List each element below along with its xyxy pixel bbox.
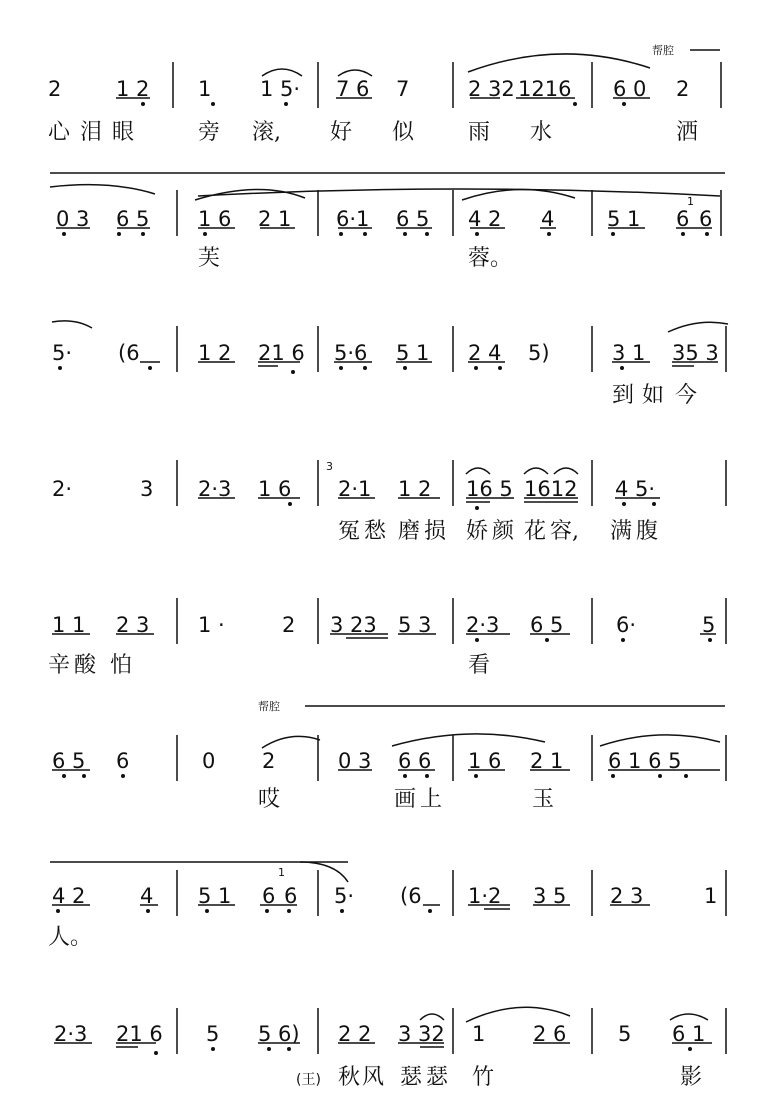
lyric: 洒 bbox=[676, 120, 699, 145]
note-token: 3 bbox=[140, 477, 154, 501]
slur bbox=[468, 54, 650, 72]
slur bbox=[300, 862, 348, 882]
note-token: 6 1 bbox=[672, 1022, 706, 1046]
note-token: 35 3 bbox=[672, 341, 719, 365]
lyric: 眼 bbox=[112, 120, 135, 145]
note-token: 3 5 bbox=[533, 884, 567, 908]
note-token: 2 3 bbox=[610, 884, 644, 908]
slur bbox=[392, 734, 545, 746]
note-token: 0 3 bbox=[338, 749, 372, 773]
note-token: 5·6 bbox=[334, 341, 368, 365]
note-token: (6 bbox=[400, 884, 422, 908]
slur bbox=[554, 468, 578, 474]
lyric: 画 bbox=[394, 787, 417, 812]
lyric: 腹 bbox=[636, 519, 659, 544]
note-token: 2 6 bbox=[533, 1022, 567, 1046]
note-token: 1 bbox=[198, 77, 212, 101]
lyric: 水 bbox=[530, 120, 553, 145]
note-token: 1 bbox=[704, 884, 718, 908]
grace-note: 1 bbox=[278, 866, 285, 879]
lyric: 人。 bbox=[48, 925, 93, 950]
note-token: 1 2 bbox=[198, 341, 232, 365]
lyric: 愁 bbox=[364, 519, 387, 544]
lyric: 如 bbox=[642, 383, 665, 408]
lyric: 竹 bbox=[472, 1065, 495, 1090]
lyric: 芙 bbox=[198, 246, 221, 271]
lyric: 看 bbox=[468, 653, 491, 678]
note-token: 6 5 bbox=[396, 207, 430, 231]
lyric: 秋 bbox=[338, 1065, 361, 1090]
lyric: 满 bbox=[610, 519, 633, 544]
note-token: 1 6 bbox=[198, 207, 232, 231]
note-token: 1 1 bbox=[52, 613, 86, 637]
note-token: 6·1 bbox=[336, 207, 370, 231]
note-token: 6 bbox=[116, 749, 130, 773]
bangqiang-annotation: 帮腔 bbox=[652, 44, 674, 57]
note-token: 2·3 bbox=[54, 1022, 88, 1046]
note-token: 1 6 bbox=[258, 477, 292, 501]
lyric: 蓉。 bbox=[468, 246, 513, 271]
note-token: 6 1 6 5 bbox=[608, 749, 682, 773]
note-token: 1 2 bbox=[116, 77, 150, 101]
singer-label: (王) bbox=[296, 1072, 321, 1088]
note-token: 6 0 bbox=[613, 77, 647, 101]
lyric: 怕 bbox=[110, 653, 133, 678]
slur bbox=[262, 69, 302, 76]
lyric: 好 bbox=[330, 120, 353, 145]
note-token: (6 bbox=[118, 341, 140, 365]
note-token: 6 6 bbox=[398, 749, 432, 773]
slur bbox=[670, 1014, 708, 1020]
lyric: 泪 bbox=[80, 120, 103, 145]
slur bbox=[52, 321, 92, 328]
lyric: 磨 bbox=[398, 519, 421, 544]
slur bbox=[466, 468, 490, 474]
note-token: 2 32 bbox=[468, 77, 515, 101]
note-token: 6 bbox=[676, 207, 690, 231]
slur bbox=[524, 468, 548, 474]
note-token: 3 1 bbox=[612, 341, 646, 365]
note-token: 21 6 bbox=[116, 1022, 163, 1046]
note-token: 1 bbox=[472, 1022, 486, 1046]
note-token: 1 2 bbox=[398, 477, 432, 501]
note-token: 3 32 bbox=[398, 1022, 445, 1046]
lyric: 今 bbox=[675, 383, 698, 408]
note-token: 2 1 bbox=[258, 207, 292, 231]
slur bbox=[600, 735, 720, 746]
lyric: 玉 bbox=[532, 787, 555, 812]
slur bbox=[338, 70, 372, 76]
slur bbox=[668, 322, 728, 332]
note-token: 2· bbox=[52, 477, 73, 501]
lyric: 风 bbox=[362, 1065, 385, 1090]
note-token: 2·3 bbox=[198, 477, 232, 501]
note-token: 5· bbox=[334, 884, 355, 908]
note-token: 6 bbox=[284, 884, 298, 908]
lyric: 娇 bbox=[466, 519, 489, 544]
note-token: 1·2 bbox=[468, 884, 502, 908]
note-token: 6· bbox=[616, 613, 637, 637]
slur bbox=[466, 1007, 570, 1022]
note-token: 4 2 bbox=[52, 884, 86, 908]
lyric: 到 bbox=[612, 383, 635, 408]
note-token: 2 bbox=[48, 77, 62, 101]
note-token: 2·3 bbox=[466, 613, 500, 637]
note-token: 0 bbox=[202, 749, 216, 773]
note-token: 5 1 bbox=[198, 884, 232, 908]
note-token: 6 5 bbox=[52, 749, 86, 773]
slur bbox=[420, 1014, 444, 1020]
note-token: 5 3 bbox=[398, 613, 432, 637]
note-token: 7 bbox=[396, 77, 410, 101]
lyric: 冤 bbox=[338, 519, 361, 544]
note-token: 5 1 bbox=[607, 207, 641, 231]
note-token: 4 bbox=[140, 884, 154, 908]
note-token: 2 4 bbox=[468, 341, 502, 365]
lyric: 心 bbox=[48, 120, 71, 145]
note-token: 21 6 bbox=[258, 341, 305, 365]
note-token: 6 bbox=[699, 207, 713, 231]
lyric: 雨 bbox=[468, 120, 491, 145]
lyric: 瑟 bbox=[426, 1065, 449, 1090]
lyric: 酸 bbox=[74, 653, 97, 678]
note-token: 2 bbox=[676, 77, 690, 101]
lyric: 颜 bbox=[492, 519, 515, 544]
slur bbox=[50, 185, 155, 194]
note-token: 1216 bbox=[518, 77, 572, 101]
note-token: 6 5 bbox=[530, 613, 564, 637]
note-token: 4 bbox=[541, 207, 555, 231]
note-token: 2·1 bbox=[338, 477, 372, 501]
note-token: 2 3 bbox=[116, 613, 150, 637]
grace-note: 1 bbox=[687, 195, 694, 208]
note-token: 7 6 bbox=[336, 77, 370, 101]
lyric: 哎 bbox=[258, 787, 281, 812]
note-token: 0 3 bbox=[56, 207, 90, 231]
note-token: 1 · bbox=[198, 613, 225, 637]
note-token: 2 bbox=[262, 749, 276, 773]
note-token: 5 bbox=[206, 1022, 220, 1046]
lyric: 似 bbox=[392, 120, 415, 145]
note-token: 2 2 bbox=[338, 1022, 372, 1046]
note-token: 1 5· bbox=[260, 77, 301, 101]
lyric: 损 bbox=[424, 519, 447, 544]
note-token: 5 bbox=[702, 613, 716, 637]
note-token: 5 6) bbox=[258, 1022, 300, 1046]
bangqiang-annotation: 帮腔 bbox=[258, 700, 280, 713]
note-token: 3 23 bbox=[330, 613, 377, 637]
lyric: 辛 bbox=[48, 653, 71, 678]
slur bbox=[462, 189, 575, 200]
lyric: 滚, bbox=[252, 120, 281, 145]
lyric: 容, bbox=[550, 519, 579, 544]
lyric: 影 bbox=[680, 1065, 703, 1090]
note-token: 4 2 bbox=[468, 207, 502, 231]
note-token: 2 1 bbox=[530, 749, 564, 773]
lyric: 上 bbox=[420, 787, 443, 812]
grace-note: 3 bbox=[326, 460, 333, 473]
note-token: 4 5· bbox=[615, 477, 656, 501]
lyric: 瑟 bbox=[400, 1065, 423, 1090]
note-token: 1612 bbox=[524, 477, 578, 501]
note-token: 5 1 bbox=[396, 341, 430, 365]
note-token: 16 5 bbox=[466, 477, 513, 501]
note-token: 6 5 bbox=[116, 207, 150, 231]
slur bbox=[262, 736, 320, 748]
lyric: 旁 bbox=[198, 120, 221, 145]
note-token: 5 bbox=[618, 1022, 632, 1046]
note-token: 5) bbox=[528, 341, 550, 365]
lyric: 花 bbox=[524, 519, 547, 544]
note-token: 1 6 bbox=[468, 749, 502, 773]
note-token: 6 bbox=[262, 884, 276, 908]
note-token: 5· bbox=[52, 341, 73, 365]
note-token: 2 bbox=[282, 613, 296, 637]
